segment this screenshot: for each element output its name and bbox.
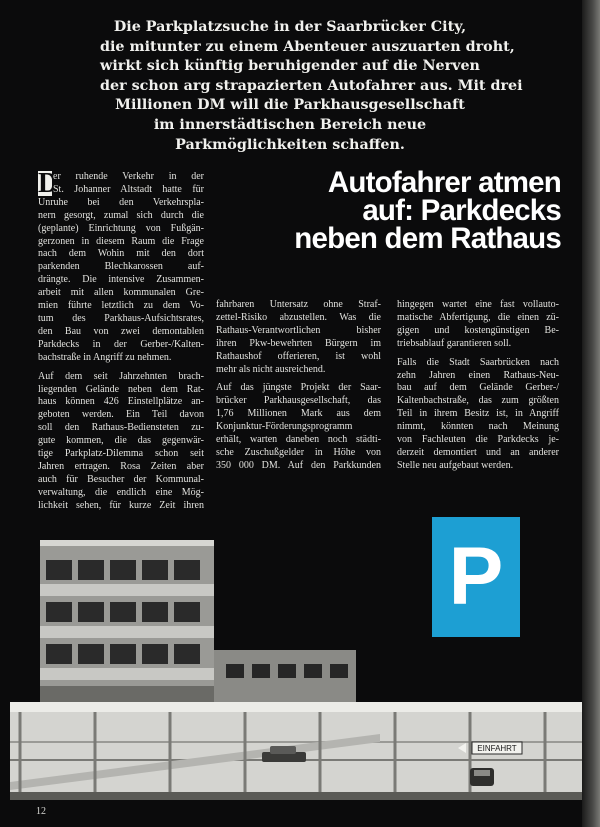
car xyxy=(470,768,494,786)
paragraph xyxy=(38,168,204,365)
text-line: derzeit demontiert und an anderer xyxy=(397,446,559,458)
text-line: geboten werden. Ein Teil davon xyxy=(38,409,204,421)
text-line: bachstraße in Angriff zu nehmen. xyxy=(38,351,172,363)
text-line: nern gesorgt, zumal sich durch die xyxy=(38,209,204,221)
text-line: Stelle neu aufgebaut werden. xyxy=(397,459,514,471)
intro-line: Parkmöglichkeiten schaffen. xyxy=(175,136,405,153)
text-line: Teil in ihrem Besitz ist, in Angriff xyxy=(397,408,559,420)
text-line: auch für Besucher der Kommunal- xyxy=(38,473,204,485)
paragraph xyxy=(216,299,381,376)
text-line: fahrbaren Untersatz ohne Straf- xyxy=(216,299,381,310)
intro-line: Die Parkplatzsuche in der Saarbrücker City, xyxy=(113,19,467,35)
text-line: hingegen wartet eine fast vollauto- xyxy=(397,299,559,310)
text-line: brücker Parkhausgesellschaft, das xyxy=(216,395,381,407)
text-line: lichkeit sehen, für kurze Zeit ihren xyxy=(38,499,204,511)
text-line: Rathaushof offerieren, ist wohl xyxy=(216,350,381,362)
intro-line: der schon arg strapazierten Autofahrer aus. Mit drei xyxy=(100,77,523,94)
text-line: drängte. Die intensive Zusammen- xyxy=(38,274,204,286)
text-line: Falls die Stadt Saarbrücken nach xyxy=(397,356,559,368)
office-building xyxy=(40,540,214,710)
drop-cap: D xyxy=(38,168,59,199)
text-line: parkenden Blechkarossen auf- xyxy=(38,261,204,273)
text-line: Jahren ertragen. Rosa Zeiten aber xyxy=(38,460,204,472)
text-line: mehr als nicht ausreichend. xyxy=(216,363,326,375)
intro-line: Millionen DM will die Parkhausgesellschaft xyxy=(115,97,465,114)
text-line: Konjunktur-Förderungsprogramm xyxy=(216,421,353,433)
text-column-1 xyxy=(38,168,204,519)
text-line: zehn Jahren einen Rathaus-Neu- xyxy=(397,369,559,381)
entrance-sign-text: EINFAHRT xyxy=(477,744,517,753)
text-line: Parkdecks in der Gerber-/Kalten- xyxy=(38,338,204,350)
paragraph xyxy=(216,382,381,472)
text-line: liegenden Gelände neben dem Rat- xyxy=(38,383,204,395)
text-line: haus können 426 Einstellplätze an- xyxy=(38,396,204,408)
text-line: mien führte letztlich zu dem Vo- xyxy=(38,300,204,312)
text-line: triebsablauf garantieren soll. xyxy=(397,337,512,349)
paragraph xyxy=(397,299,559,351)
text-line: Auf das jüngste Projekt der Saar- xyxy=(216,382,381,394)
text-line: 350 000 DM. Auf den Parkkunden xyxy=(216,459,381,471)
side-building xyxy=(214,650,356,710)
text-line: St. Johanner Altstadt hatte für xyxy=(53,183,204,195)
text-line: nach dem Wohin mit den dort xyxy=(38,248,204,260)
text-line: tige Parkplatz-Dilemma schon seit xyxy=(38,448,204,460)
text-line: er ruhende Verkehr in der xyxy=(53,171,204,182)
text-line: sche Zuschußgelder in Höhe von xyxy=(216,446,381,458)
paragraph xyxy=(397,357,559,473)
text-column-2 xyxy=(216,299,381,479)
text-line: erhält, warten daneben noch städti- xyxy=(216,434,381,446)
headline-line: Autofahrer atmen xyxy=(327,166,561,199)
text-line: ihren Pkw-bewehrten Bürgern im xyxy=(216,337,381,349)
text-line: matische Abfertigung, die einen zü- xyxy=(397,311,559,323)
text-line: bau auf dem Gelände Gerber-/ xyxy=(397,382,559,394)
text-line: verwaltung, die endlich eine Mög- xyxy=(38,486,204,498)
paragraph xyxy=(38,371,204,513)
headline-line: neben dem Rathaus xyxy=(294,222,561,255)
text-line: zettel-Risiko abzustellen. Was die xyxy=(216,311,381,323)
parking-deck-photo xyxy=(0,520,582,820)
text-line: Kaltenbachstraße, das zum größten xyxy=(397,395,559,407)
text-line: arbeit mit allen kommunalen Gre- xyxy=(38,287,204,299)
text-line: nimmt, könnten nach Meinung xyxy=(397,421,559,433)
intro-line: die mitunter zu einem Abenteuer auszuarten droht, xyxy=(100,38,515,55)
headline-line: auf: Parkdecks xyxy=(362,194,561,227)
parking-sign-letter: P xyxy=(448,531,504,622)
intro-line: wirkt sich künftig beruhigender auf die Nerven xyxy=(100,58,480,75)
text-line: Unruhe bei den Verkehrspla- xyxy=(38,196,204,208)
intro-line: im innerstädtischen Bereich neue xyxy=(153,116,427,133)
text-line: (geplante) Einrichtung von Fußgän- xyxy=(38,222,204,234)
text-line: Rathaus-Verantwortlichen bisher xyxy=(216,324,381,336)
article-headline xyxy=(216,166,561,255)
text-column-3 xyxy=(397,299,559,479)
text-line: tum des Parkhaus-Aufsichtsrates, xyxy=(38,312,204,324)
text-line: Auf dem seit Jahrzehnten brach- xyxy=(38,370,204,382)
page-edge xyxy=(582,0,600,827)
text-line: soll den Rathaus-Bediensteten zu- xyxy=(38,422,204,434)
text-line: gute kommen, die das gegenwär- xyxy=(38,435,204,447)
intro-deck xyxy=(100,18,523,155)
text-line: gigen und kostengünstigen Be- xyxy=(397,324,559,336)
text-line: von Fachleuten die Parkdecks je- xyxy=(397,434,559,446)
page-number: 12 xyxy=(36,806,46,817)
text-line: gerzonen in diesem Raum die Frage xyxy=(38,235,204,247)
text-line: 1,76 Millionen Mark aus dem xyxy=(216,408,381,420)
text-line: den Bau von zwei demontablen xyxy=(38,325,204,337)
